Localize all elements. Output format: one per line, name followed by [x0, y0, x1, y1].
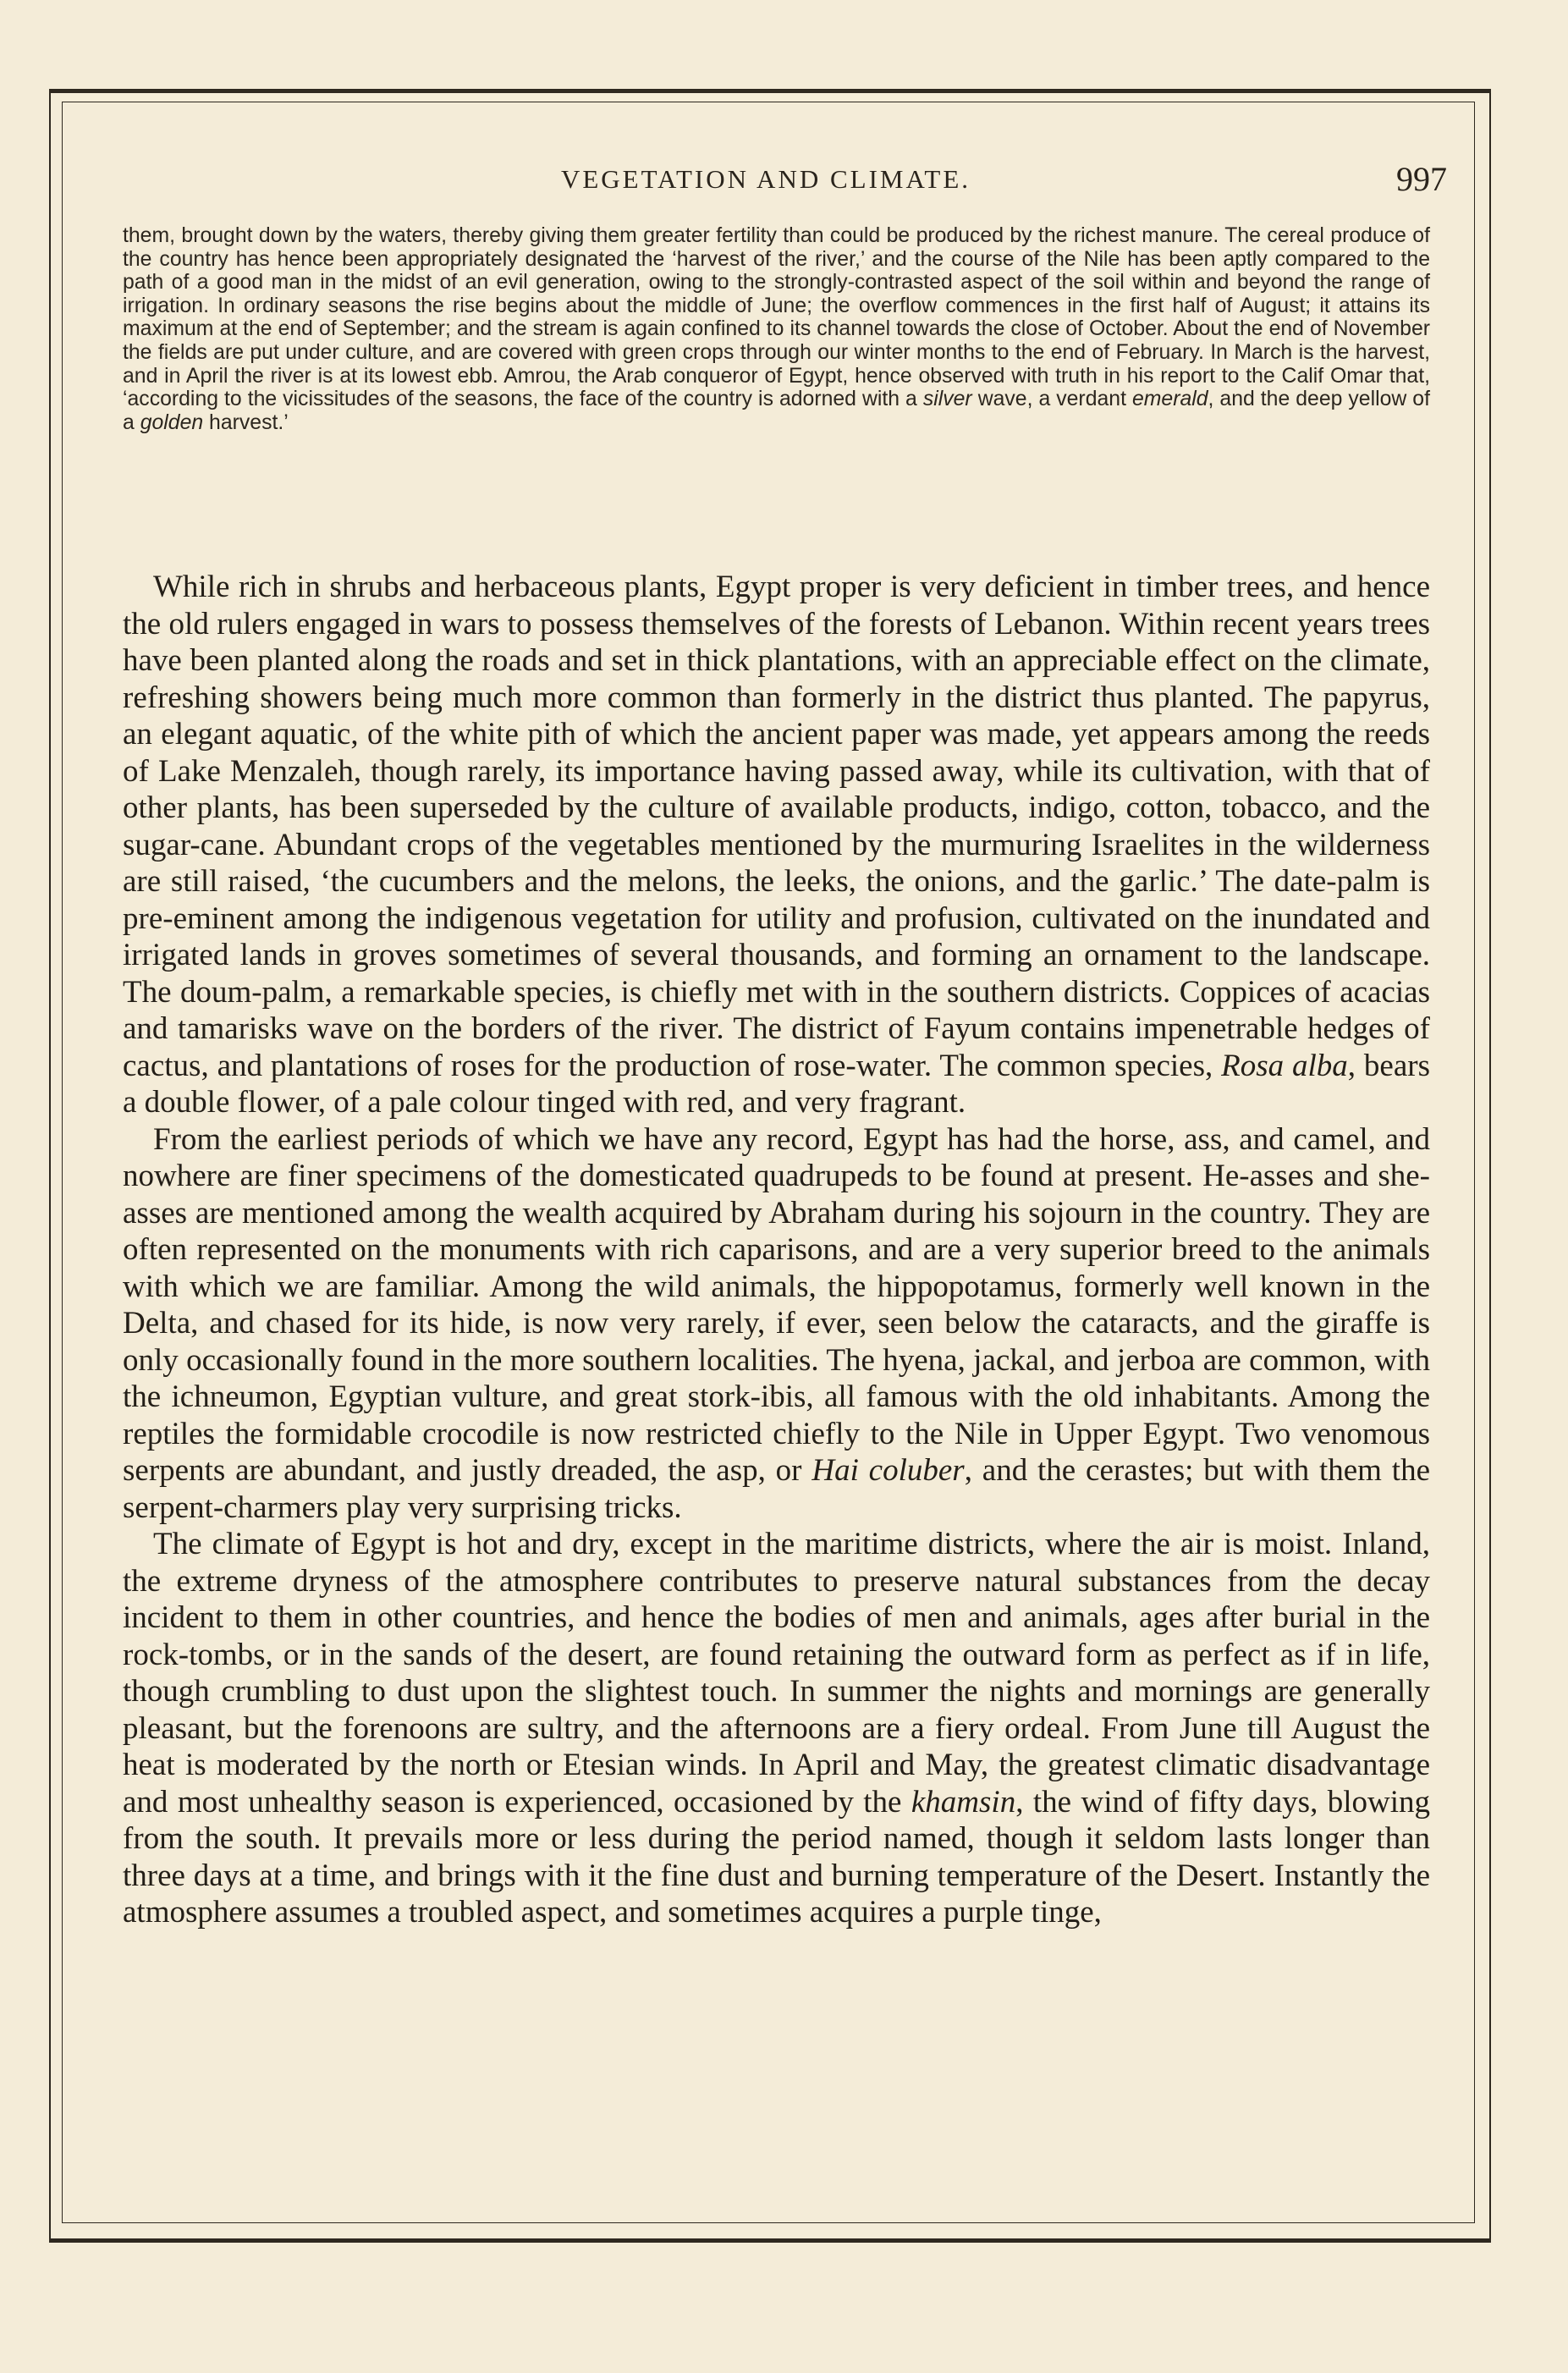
- paragraph-3-text-b: , the wind of fifty days, blowing from the south. It prevails more or less during the period named, though it seldom lasts longer than three days at a time, and brings with it the fine dust and burning temperature of the Desert. Instantly the atmosphere assumes a troubled aspect, and sometimes acquires a purple tinge,: [123, 1784, 1431, 1930]
- footnote-paragraph: [123, 224, 1430, 434]
- paragraph-2-text-a: From the earliest periods of which we have any record, Egypt has had the horse, ass, and camel, and nowhere are finer specimens of the domesticated quadrupeds to be found at present. He-asses and she-asses are mentioned among the wealth acquired by Abraham during his sojourn in the country. They are often represented on the monuments with rich caparisons, and are a very superior breed to the animals with which we are familiar. Among the wild animals, the hippopotamus, formerly well known in the Delta, and chased for its hide, is now very rarely, if ever, seen below the cataracts, and the giraffe is only occasionally found in the more southern localities. The hyena, jackal, and jerboa are common, with the ichneumon, Egyptian vulture, and great stork-ibis, all famous with the old inhabitants. Among the reptiles the formidable crocodile is now restricted chiefly to the Nile in Upper Egypt. Two venomous serpents are abundant, and justly dreaded, the asp, or: [123, 1121, 1430, 1488]
- paragraph-3-text-a: The climate of Egypt is hot and dry, except in the maritime districts, where the air is moist. Inland, the extreme dryness of the atmosphere contributes to preserve natural substances from the decay incident to them in other countries, and hence the bodies of men and animals, ages after burial in the rock-tombs, or in the sands of the desert, are found retaining the outward form as perfect as if in life, though crumbling to dust upon the slightest touch. In summer the nights and mornings are generally pleasant, but the forenoons are sultry, and the afternoons are a fiery ordeal. From June till August the heat is moderated by the north or Etesian winds. In April and May, the greatest climatic disadvantage and most unhealthy season is experienced, occasioned by the: [123, 1527, 1430, 1820]
- paragraph-2-text-b: , and the cerastes; but with them the serpent-charmers play very surprising tricks.: [123, 1453, 1430, 1525]
- paragraph-animals: [123, 1121, 1430, 1527]
- paragraph-1-text-a: While rich in shrubs and herbaceous plants, Egypt proper is very deficient in timber trees, and hence the old rulers engaged in wars to possess themselves of the forests of Lebanon. Within recent years trees have been planted along the roads and set in thick plantations, with an appreciable effect on the climate, refreshing showers being much more common than formerly in the district thus planted. The papyrus, an elegant aquatic, of the white pith of which the ancient paper was made, yet appears among the reeds of Lake Menzaleh, though rarely, its importance having passed away, while its cultivation, with that of other plants, has been superseded by the culture of available products, indigo, cotton, tobacco, and the sugar-cane. Abundant crops of the vegetables mentioned by the murmuring Israelites in the wilderness are still raised, ‘the cucumbers and the melons, the leeks, the onions, and the garlic.’ The date-palm is pre-eminent among the indigenous vegetation for utility and profusion, cultivated on the inundated and irrigated lands in groves sometimes of several thousands, and forming an ornament to the landscape. The doum-palm, a remarkable species, is chiefly met with in the southern districts. Coppices of acacias and tamarisks wave on the borders of the river. The district of Fayum contains impenetrable hedges of cactus, and plantations of roses for the production of rose-water. The common species,: [123, 570, 1430, 1083]
- note-italic-silver: silver: [922, 388, 972, 411]
- note-italic-golden: golden: [140, 410, 204, 434]
- main-body: [123, 569, 1430, 1931]
- note-italic-emerald: emerald: [1131, 388, 1208, 411]
- paragraph-climate: [123, 1526, 1430, 1931]
- page-number: 997: [1396, 160, 1447, 198]
- paragraph-vegetation: [123, 569, 1430, 1121]
- page-header: [85, 159, 1447, 201]
- footnote-text: [123, 224, 1430, 434]
- note-text-1: them, brought down by the waters, thereby giving them greater fertility than could be produced by the richest manure. The cereal produce of the country has hence been appropriately designated the ‘harvest of the river,’ and the course of the Nile has been aptly compared to the path of a good man in the midst of an evil generation, owing to the strongly-contrasted aspect of the soil within and beyond the range of irrigation. In ordinary seasons the rise begins about the middle of June; the overflow commences in the first half of August; it attains its maximum at the end of September; and the stream is again confined to its channel towards the close of October. About the end of November the fields are put under culture, and are covered with green crops through our winter months to the end of February. In March is the harvest, and in April the river is at its lowest ebb. Amrou, the Arab conqueror of Egypt, hence observed with truth in his report to the Calif Omar that, ‘according to the vicissitudes of the seasons, the face of the country is adorned with a: [123, 224, 1430, 411]
- italic-rosa-alba: Rosa alba: [1221, 1048, 1348, 1083]
- italic-khamsin: khamsin: [911, 1784, 1016, 1820]
- note-text-2: wave, a verdant: [971, 388, 1132, 411]
- running-title: VEGETATION AND CLIMATE.: [560, 164, 971, 194]
- paragraph-1-text-b: , bears a double flower, of a pale colour tinged with red, and very fragrant.: [123, 1048, 1430, 1120]
- note-text-4: harvest.’: [203, 410, 289, 434]
- italic-hai-coluber: Hai coluber: [812, 1453, 965, 1488]
- note-text-3: , and the deep yellow of a: [123, 388, 1430, 434]
